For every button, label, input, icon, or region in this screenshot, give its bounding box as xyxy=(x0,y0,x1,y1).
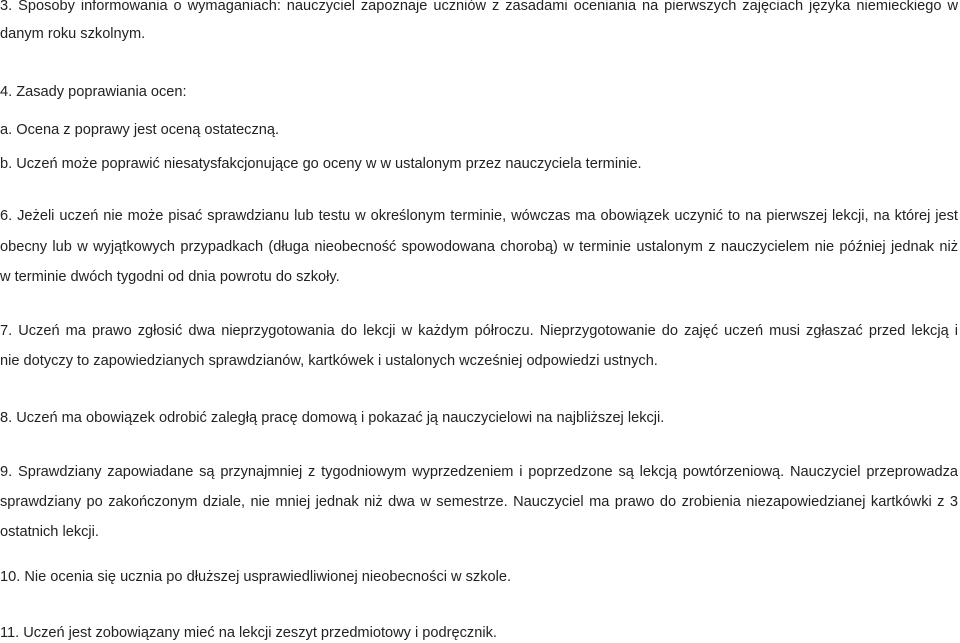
text-line-section-9-b: sprawdziany po zakończonym dziale, nie mniej jednak niż dwa w semestrze. Nauczyciel ma prawo do zrobienia niezapowiedzianej kartkówki z 3 xyxy=(0,494,958,510)
text-line-section-7-b: nie dotyczy to zapowiedzianych sprawdzianów, kartkówek i ustalonych wcześniej odpowiedzi ustnych. xyxy=(0,353,658,369)
text-line-section-8: 8. Uczeń ma obowiązek odrobić zaległą pracę domową i pokazać ją nauczycielowi na najbliższej lekcji. xyxy=(0,410,665,426)
text-line-section-6-b: obecny lub w wyjątkowych przypadkach (długa nieobecność spowodowana chorobą) w terminie ustalonym z nauczycielem nie później jednak niż xyxy=(0,239,958,255)
text-line-section-3-b: danym roku szkolnym. xyxy=(0,26,146,42)
text-line-section-9-c: ostatnich lekcji. xyxy=(0,524,99,540)
text-line-section-11: 11. Uczeń jest zobowiązany mieć na lekcji zeszyt przedmiotowy i podręcznik. xyxy=(0,625,497,641)
text-line-section-6-c: w terminie dwóch tygodni od dnia powrotu do szkoły. xyxy=(0,269,340,285)
text-line-section-10: 10. Nie ocenia się ucznia po dłuższej usprawiedliwionej nieobecności w szkole. xyxy=(0,569,512,585)
text-line-section-3-a: 3. Sposoby informowania o wymaganiach: nauczyciel zapoznaje uczniów z zasadami oceniania na pierwszych zajęciach języka niemieckiego w xyxy=(0,0,958,14)
text-line-section-6-a: 6. Jeżeli uczeń nie może pisać sprawdzianu lub testu w określonym terminie, wówczas ma obowiązek uczynić to na pierwszej lekcji, na której jest xyxy=(0,208,958,224)
text-line-section-7-a: 7. Uczeń ma prawo zgłosić dwa nieprzygotowania do lekcji w każdym półroczu. Nieprzygotowanie do zajęć uczeń musi zgłaszać przed lekcją i xyxy=(0,323,958,339)
text-line-section-4-a: a. Ocena z poprawy jest oceną ostateczną. xyxy=(0,122,280,138)
text-line-section-9-a: 9. Sprawdziany zapowiadane są przynajmniej z tygodniowym wyprzedzeniem i poprzedzone są lekcją powtórzeniową. Nauczyciel przeprowadza xyxy=(0,464,958,480)
text-line-section-4-title: 4. Zasady poprawiania ocen: xyxy=(0,84,187,100)
text-line-section-4-b: b. Uczeń może poprawić niesatysfakcjonujące go oceny w w ustalonym przez nauczyciela terminie. xyxy=(0,156,642,172)
